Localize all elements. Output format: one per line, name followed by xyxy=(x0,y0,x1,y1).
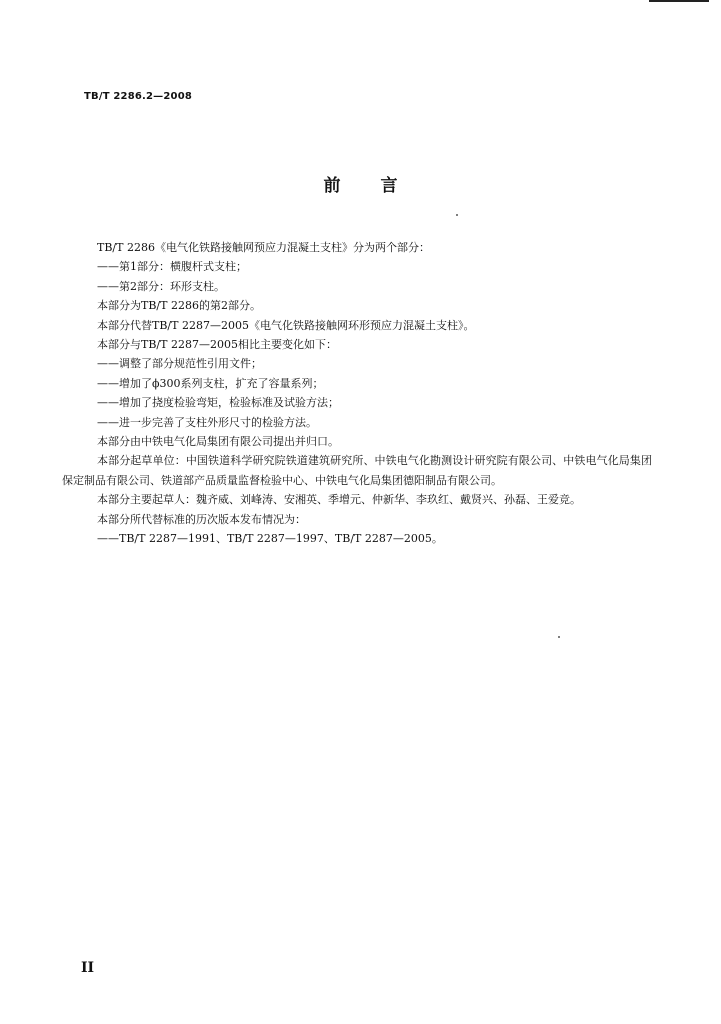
paragraph-change-2: ——增加了ϕ300系列支柱，扩充了容量系列； xyxy=(97,376,324,390)
paragraph-history-versions: ——TB/T 2287—1991、TB/T 2287—1997、TB/T 2287—2005。 xyxy=(97,532,443,546)
page-title: 前言 xyxy=(323,176,438,196)
paragraph-drafting-units: 本部分起草单位：中国铁道科学研究院铁道建筑研究所、中铁电气化勘测设计研究院有限公司、中铁电气化局集团保定制品有限公司、铁道部产品质量监督检验中心、中铁电气化局集团德阳制品有限公司。 xyxy=(62,454,652,487)
paragraph-history: 本部分所代替标准的历次版本发布情况为： xyxy=(97,512,306,526)
scan-speck xyxy=(456,214,458,216)
paragraph-change-4: ——进一步完善了支柱外形尺寸的检验方法。 xyxy=(97,415,317,429)
paragraph-replaces: 本部分代替TB/T 2287—2005《电气化铁路接触网环形预应力混凝土支柱》。 xyxy=(97,318,475,332)
paragraph-drafters: 本部分主要起草人：魏齐威、刘峰涛、安湘英、季增元、仲新华、李玖红、戴贤兴、孙磊、王爱竞。 xyxy=(97,493,581,507)
paragraph-part2: ——第2部分：环形支柱。 xyxy=(97,279,225,293)
top-edge-rule xyxy=(649,0,709,2)
paragraph-change-1: ——调整了部分规范性引用文件； xyxy=(97,357,262,371)
paragraph-proposer: 本部分由中铁电气化局集团有限公司提出并归口。 xyxy=(97,435,339,449)
paragraph-changes: 本部分与TB/T 2287—2005相比主要变化如下： xyxy=(97,338,337,352)
page-number: II xyxy=(81,960,95,976)
paragraph-change-3: ——增加了挠度检验弯矩，检验标准及试验方法； xyxy=(97,396,339,410)
scan-speck xyxy=(558,636,560,638)
standard-number-header: TB/T 2286.2—2008 xyxy=(84,91,193,102)
foreword-body xyxy=(62,238,652,549)
paragraph-intro: TB/T 2286《电气化铁路接触网预应力混凝土支柱》分为两个部分： xyxy=(97,241,430,254)
paragraph-part1: ——第1部分：横腹杆式支柱； xyxy=(97,260,247,274)
paragraph-this-part: 本部分为TB/T 2286的第2部分。 xyxy=(97,299,261,313)
